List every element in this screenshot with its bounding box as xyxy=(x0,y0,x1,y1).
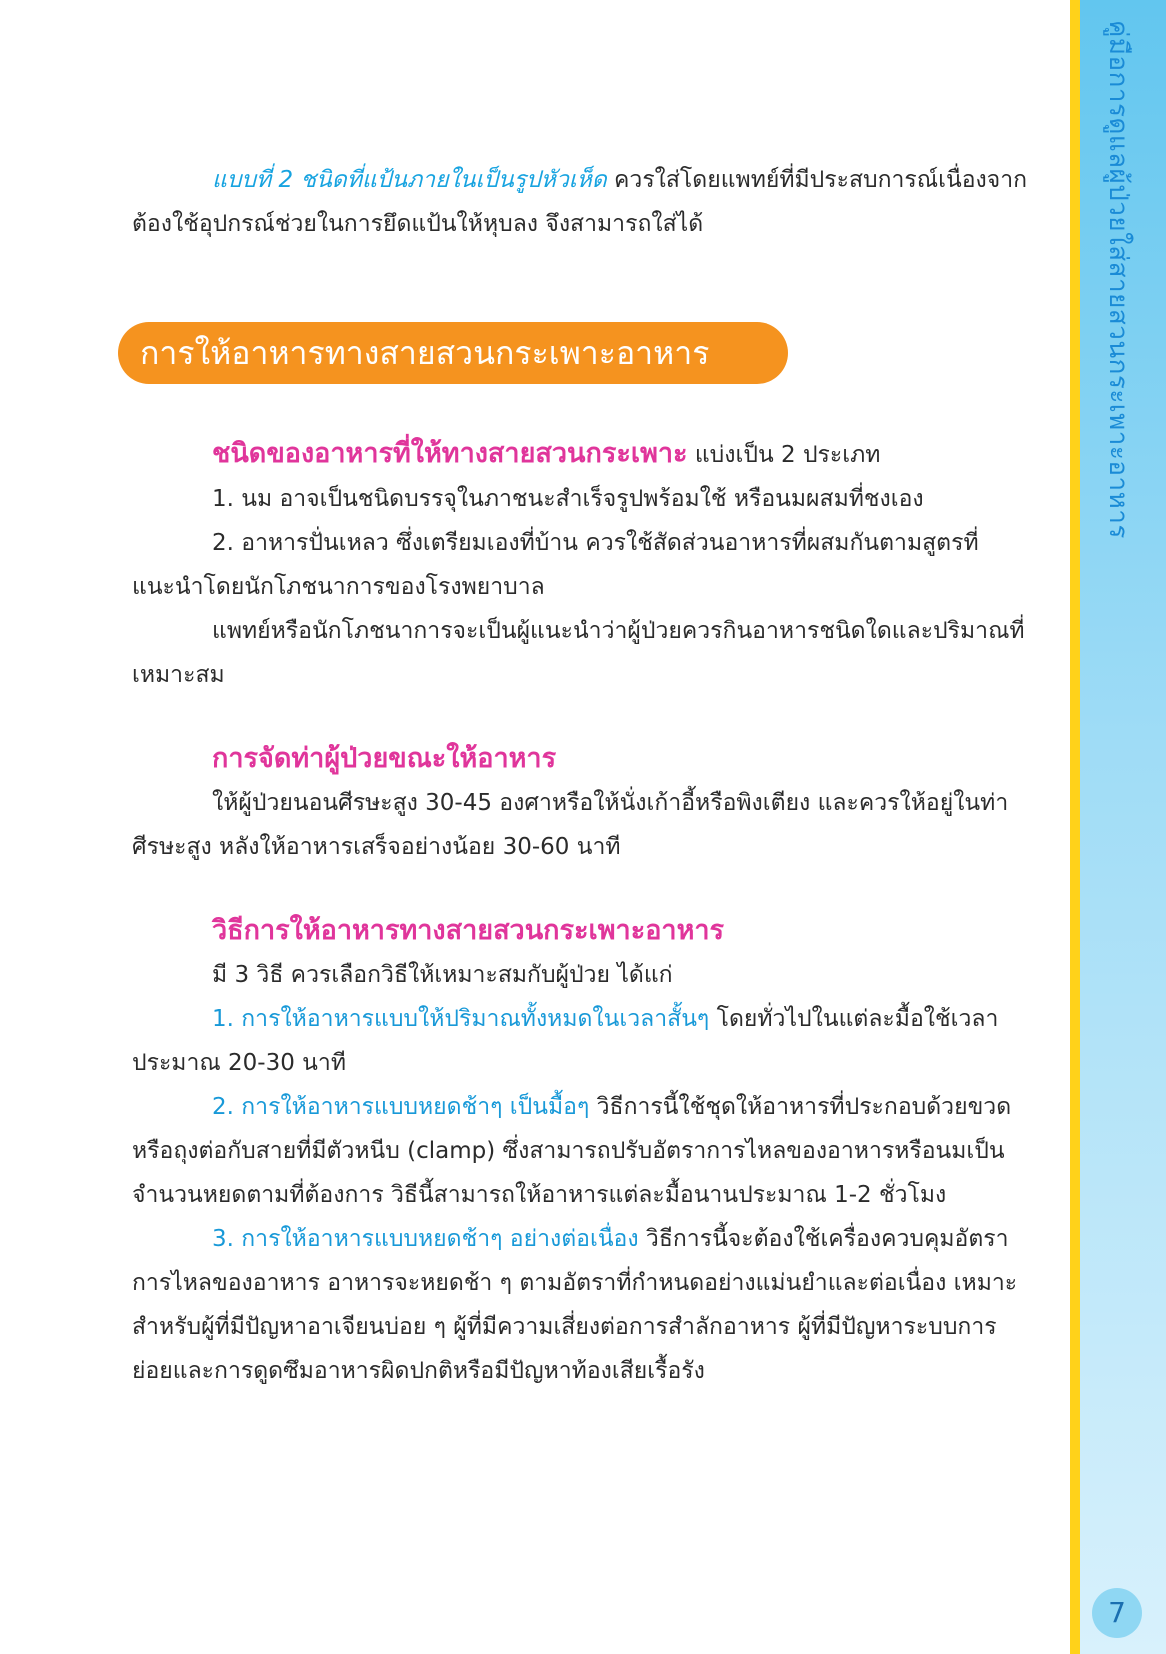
section1-heading-line xyxy=(132,432,1032,477)
method2-body: วิธีการนี้ใช้ชุดให้อาหารที่ประกอบด้วยขวดหรือถุงต่อกับสายที่มีตัวหนีบ (clamp) ซึ่งสามารถปรับอัตราการไหลของอาหารหรือนมเป็นจำนวนหยดตามที่ต้องการ วิธีนี้สามารถให้อาหารแต่ละมื้อนานประมาณ 1-2 ชั่วโมง xyxy=(132,1094,1012,1208)
method3-paragraph xyxy=(132,1217,1032,1393)
method3-title: 3. การให้อาหารแบบหยดช้าๆ อย่างต่อเนื่อง xyxy=(212,1226,639,1252)
page-content xyxy=(132,158,1032,1393)
section2-body: ให้ผู้ป่วยนอนศีรษะสูง 30-45 องศาหรือให้นั่งเก้าอี้หรือพิงเตียง และควรให้อยู่ในท่าศีรษะสูง หลังให้อาหารเสร็จอย่างน้อย 30-60 นาที xyxy=(132,790,1009,860)
sidebar-title: คู่มือการดูแลผู้ป่วยใส่สายสวนกระเพาะอาหาร xyxy=(1103,20,1133,539)
intro-lead: แบบที่ 2 ชนิดที่แป้นภายในเป็นรูปหัวเห็ด xyxy=(212,167,607,193)
method1-title: 1. การให้อาหารแบบให้ปริมาณทั้งหมดในเวลาสั้นๆ xyxy=(212,1006,710,1032)
section-banner: การให้อาหารทางสายสวนกระเพาะอาหาร xyxy=(118,322,788,384)
intro-paragraph xyxy=(132,158,1032,246)
section1-heading: ชนิดของอาหารที่ให้ทางสายสวนกระเพาะ xyxy=(212,438,688,469)
section2-heading: การจัดท่าผู้ป่วยขณะให้อาหาร xyxy=(212,743,557,774)
sidebar-accent-line xyxy=(1070,0,1080,1654)
section1-item2: 2. อาหารปั่นเหลว ซึ่งเตรียมเองที่บ้าน ควรใช้สัดส่วนอาหารที่ผสมกันตามสูตรที่แนะนำโดยนักโภชนาการของโรงพยาบาล xyxy=(132,530,979,600)
section1-heading-suffix: แบ่งเป็น 2 ประเภท xyxy=(687,442,881,468)
page-number: 7 xyxy=(1092,1588,1142,1638)
section1-note: แพทย์หรือนักโภชนาการจะเป็นผู้แนะนำว่าผู้ป่วยควรกินอาหารชนิดใดและปริมาณที่เหมาะสม xyxy=(132,618,1025,688)
section1-item1: 1. นม อาจเป็นชนิดบรรจุในภาชนะสำเร็จรูปพร้อมใช้ หรือนมผสมที่ชงเอง xyxy=(212,486,924,512)
method2-title: 2. การให้อาหารแบบหยดช้าๆ เป็นมื้อๆ xyxy=(212,1094,590,1120)
method1-body: โดยทั่วไปในแต่ละมื้อใช้เวลาประมาณ 20-30 นาที xyxy=(132,1006,999,1076)
section3-intro: มี 3 วิธี ควรเลือกวิธีให้เหมาะสมกับผู้ป่วย ได้แก่ xyxy=(212,962,673,988)
method3-body: วิธีการนี้จะต้องใช้เครื่องควบคุมอัตราการไหลของอาหาร อาหารจะหยดช้า ๆ ตามอัตราที่กำหนดอย่างแม่นยำและต่อเนื่อง เหมาะสำหรับผู้ที่มีปัญหาอาเจียนบ่อย ๆ ผู้ที่มีความเสี่ยงต่อการสำลักอาหาร ผู้ที่มีปัญหาระบบการย่อยและการดูดซึมอาหารผิดปกติหรือมีปัญหาท้องเสียเรื้อรัง xyxy=(132,1226,1018,1384)
intro-rest: ควรใส่โดยแพทย์ที่มีประสบการณ์เนื่องจากต้องใช้อุปกรณ์ช่วยในการยึดแป้นให้หุบลง จึงสามารถใส่ได้ xyxy=(132,167,1028,237)
method2-paragraph xyxy=(132,1085,1032,1217)
section3-heading: วิธีการให้อาหารทางสายสวนกระเพาะอาหาร xyxy=(212,915,725,946)
method1-paragraph xyxy=(132,997,1032,1085)
